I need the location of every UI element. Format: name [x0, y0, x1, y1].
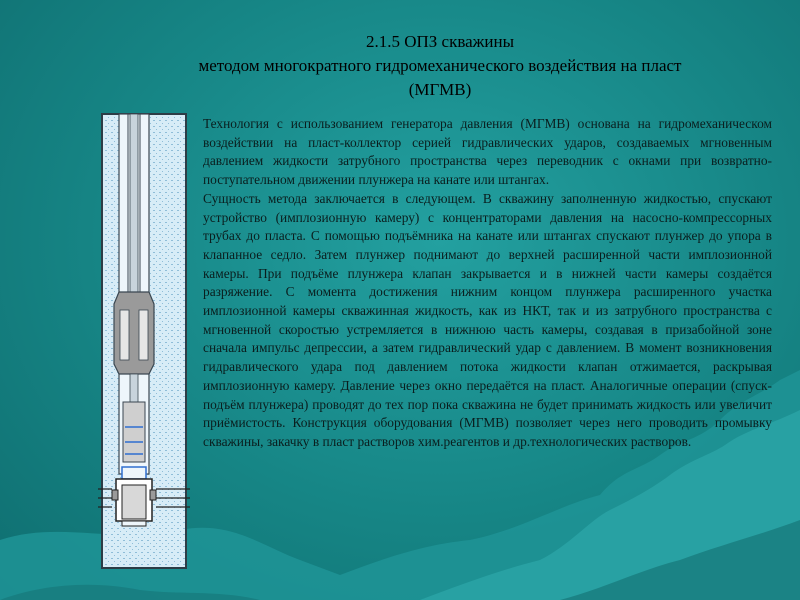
plunger-rod	[130, 114, 138, 294]
title-line-1: 2.1.5 ОПЗ скважины	[365, 32, 515, 51]
slide-body	[203, 115, 772, 452]
well-implosion-chamber-diagram	[98, 112, 190, 570]
title-line-3: (МГМВ)	[408, 80, 472, 99]
valve	[122, 467, 146, 479]
slide-title	[150, 30, 730, 102]
paragraph-2: Сущность метода заключается в следующем. В скважину заполненную жидкостью, спускают устройство (имплозионную камеру) с концентраторами давления на насосно-компрессорных трубах до пласта. С помощью подъёмника на канате или штангах спускают плунжер до упора в клапанное седло. Затем плунжер поднимают до верхней расширенной части имплозионной камеры. При подъёме плунжера клапан закрывается и в нижней части камеры создаётся разряжение. С момента достижения нижним концом плунжера расширенного участка имплозионной камеры скважинная жидкость, как из НКТ, так и из затрубного пространства с мгновенной скоростью устремляется в нижнюю часть камеры, создавая в призабойной зоне сначала импульс депрессии, а затем гидравлический удар с давлением. В момент возникновения гидравлического удара под давлением потока жидкости клапан отжимается, раскрывая имплозионную камеру. Давление через окно передаётся на пласт. Аналогичные операции (спуск-подъём плунжера) проводят до тех пор пока скважина не будет принимать жидкость или увеличит приёмистость. Конструкция оборудования (МГМВ) позволяет через него проводить промывку скважины, закачку в пласт растворов хим.реагентов и др.технологических растворов.	[203, 190, 772, 449]
title-line-2: методом многократного гидромеханического воздействия на пласт	[198, 56, 682, 75]
paragraph-1: Технология с использованием генератора давления (МГМВ) основана на гидромеханическом воздействии на пласт-коллектор серией гидравлических ударов, создаваемых мгновенным давлением жидкости затрубного пространства через переводник с окнами при возвратно-поступательном движении плунжера на канате или штангах.	[203, 116, 772, 188]
lower-chamber	[123, 402, 145, 462]
